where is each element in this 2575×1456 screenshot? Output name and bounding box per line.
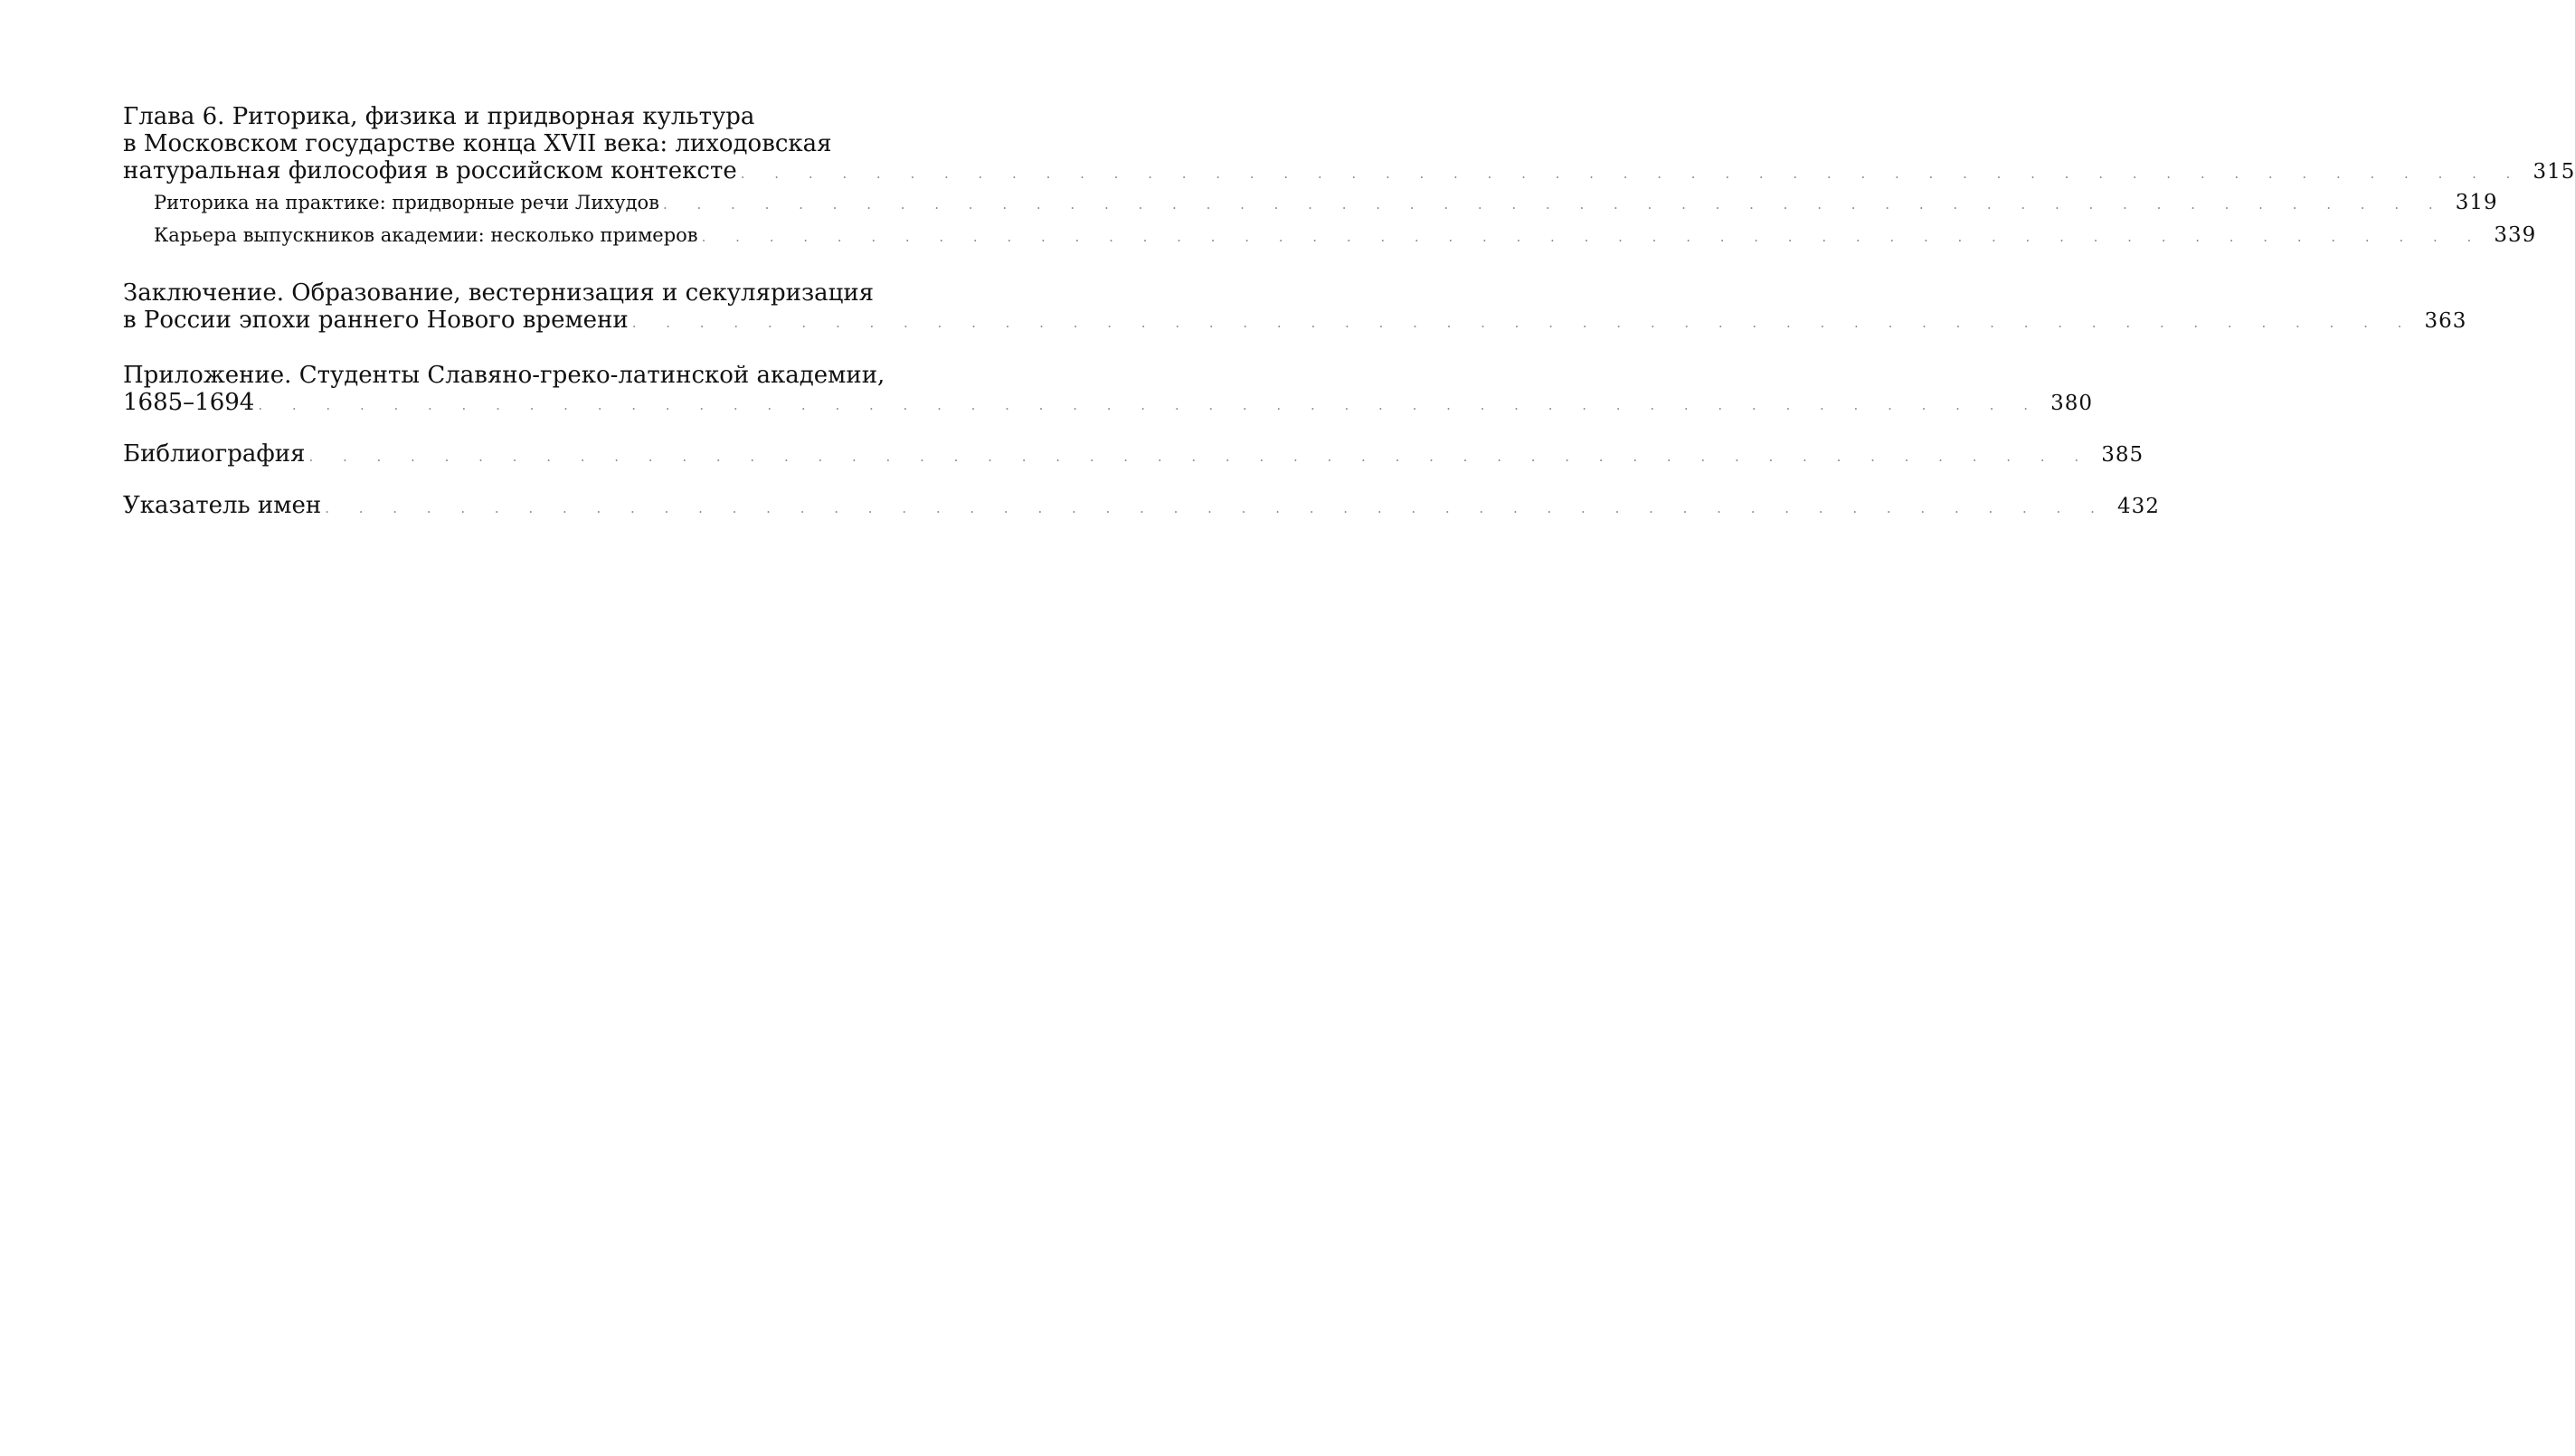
- toc-subentry-careers[interactable]: [123, 220, 2537, 252]
- toc-entry-chapter-6[interactable]: [123, 103, 2575, 187]
- toc-entry-appendix[interactable]: [123, 362, 2093, 419]
- page-number: 363: [2424, 309, 2467, 333]
- entry-title-line: натуральная философия в российском контексте: [123, 157, 737, 184]
- toc-entry-bibliography[interactable]: [123, 440, 2144, 470]
- toc-subentry-rhetoric[interactable]: [123, 187, 2498, 220]
- toc-entry-conclusion[interactable]: [123, 279, 2467, 336]
- entry-title: Указатель имен: [123, 492, 322, 519]
- dot-leader: . . . . . . . . . . . . . . . . . . . . . . . . . . . . . . . . . . . . . . . . . . . . . . . . . . . . .: [662, 196, 2446, 213]
- page-number: 315: [2532, 160, 2575, 184]
- entry-title-line: 1685–1694: [123, 389, 255, 416]
- entry-title: Риторика на практике: придворные речи Лихудов: [154, 192, 659, 213]
- dot-leader: . . . . . . . . . . . . . . . . . . . . . . . . . . . . . . . . . . . . . . . . . . . . . . . . . . . . .: [740, 165, 2523, 182]
- entry-title: Карьера выпускников академии: несколько примеров: [154, 224, 698, 246]
- page-number: 339: [2494, 223, 2537, 247]
- entry-title-line: в Московском государстве конца XVII века: лиходовская: [123, 130, 832, 157]
- table-of-contents: [123, 103, 2575, 522]
- page-number: 432: [2116, 495, 2160, 518]
- page-number: 319: [2455, 191, 2498, 214]
- toc-entry-index[interactable]: [123, 492, 2160, 522]
- page-number: 380: [2050, 392, 2093, 415]
- entry-title-line: Заключение. Образование, вестернизация и секуляризация: [123, 279, 875, 307]
- dot-leader: . . . . . . . . . . . . . . . . . . . . . . . . . . . . . . . . . . . . . . . . . . . . . . . . . . . . .: [631, 315, 2415, 331]
- page-number: 385: [2101, 443, 2144, 467]
- dot-leader: . . . . . . . . . . . . . . . . . . . . . . . . . . . . . . . . . . . . . . . . . . . . . . . . . . . . .: [308, 449, 2092, 465]
- entry-title-line: Глава 6. Риторика, физика и придворная культура: [123, 103, 755, 130]
- entry-title-line: в России эпохи раннего Нового времени: [123, 307, 629, 334]
- dot-leader: . . . . . . . . . . . . . . . . . . . . . . . . . . . . . . . . . . . . . . . . . . . . . . . . . . . . .: [701, 229, 2485, 245]
- dot-leader: . . . . . . . . . . . . . . . . . . . . . . . . . . . . . . . . . . . . . . . . . . . . . . . . . . . . .: [325, 500, 2107, 516]
- dot-leader: . . . . . . . . . . . . . . . . . . . . . . . . . . . . . . . . . . . . . . . . . . . . . . . . . . . . .: [258, 397, 2040, 413]
- entry-title-line: Приложение. Студенты Славяно-греко-латинской академии,: [123, 362, 885, 389]
- entry-title: Библиография: [123, 440, 306, 468]
